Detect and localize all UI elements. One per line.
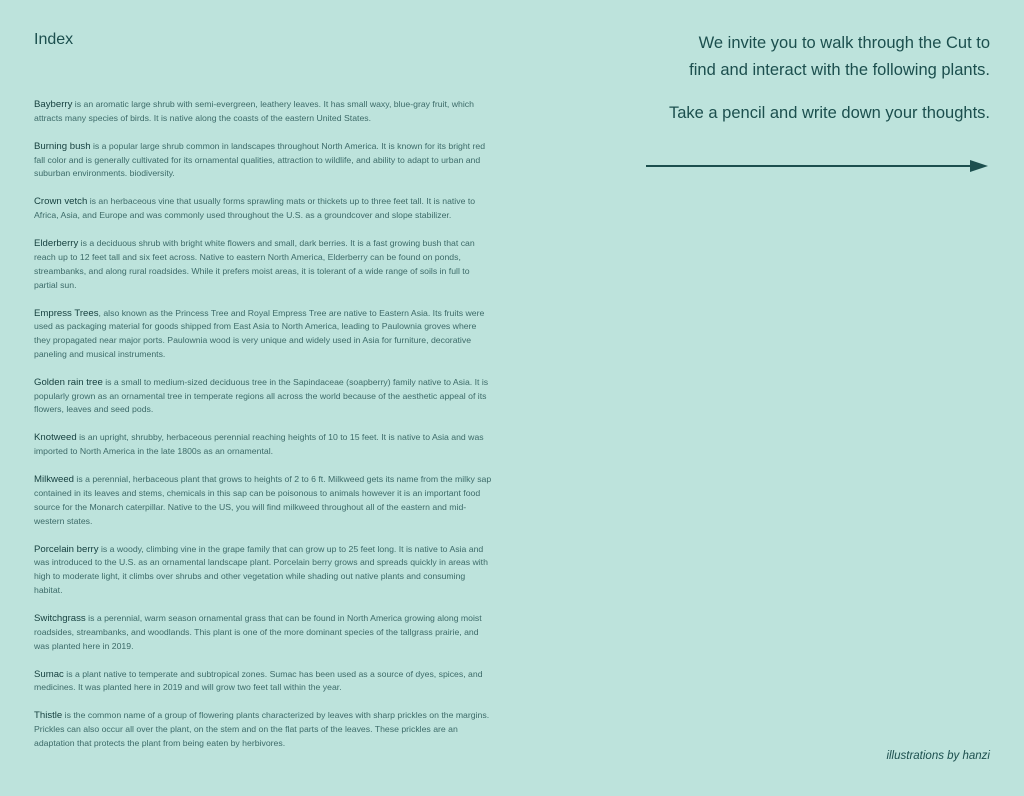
entry-crown-vetch xyxy=(34,195,492,223)
invite-line-3: Take a pencil and write down your thoughts. xyxy=(668,104,990,122)
entry-term: Burning bush xyxy=(34,140,91,152)
entry-text: is a perennial, warm season ornamental grass that can be found in North America growing along moist roadsides, streambanks, and woodlands. This plant is one of the more dominant species of the tallgrass prairie, and was planted here in 2019. xyxy=(34,613,482,651)
entry-switchgrass xyxy=(34,612,492,653)
entry-burning-bush xyxy=(34,140,492,181)
invite-line-1: We invite you to walk through the Cut to xyxy=(698,34,990,52)
entry-term: Porcelain berry xyxy=(34,543,99,555)
illustration-credit: illustrations by hanzi xyxy=(886,750,990,762)
entry-text: is a small to medium-sized deciduous tree in the Sapindaceae (soapberry) family native to Asia. It is popularly grown as an ornamental tree in temperate regions all across the world because of the aesthetic appeal of its flowers, leaves and seed pods. xyxy=(34,376,489,415)
entry-porcelain-berry xyxy=(34,543,492,598)
index-entries xyxy=(34,98,492,765)
entry-text: is an upright, shrubby, herbaceous perennial reaching heights of 10 to 15 feet. It is native to Asia and was imported to North America in the late 1800s as an ornamental. xyxy=(34,432,484,457)
entry-term: Crown vetch xyxy=(34,196,88,208)
entry-term: Milkweed xyxy=(34,474,74,486)
entry-term: Switchgrass xyxy=(34,613,86,624)
right-arrow-icon xyxy=(646,158,990,174)
entry-golden-rain-tree xyxy=(34,376,492,417)
entry-term: Sumac xyxy=(34,668,64,680)
entry-elderberry xyxy=(34,237,492,292)
entry-text: is a plant native to temperate and subtropical zones. Sumac has been used as a source of dyes, spices, and medicines. It was planted here in 2019 and will grow two feet tall within the year. xyxy=(34,668,483,693)
invite-message xyxy=(669,30,990,127)
entry-text: is a woody, climbing vine in the grape family that can grow up to 25 feet long. It is native to Asia and was introduced to the U.S. as an ornamental landscape plant. Porcelain berry grows and spreads quickly in areas with high to moderate light, it climbs over shrubs and other vegetation while shading out native plants and consuming habitat. xyxy=(34,543,488,596)
entry-thistle xyxy=(34,709,492,750)
entry-term: Knotweed xyxy=(34,432,77,444)
entry-text: is a perennial, herbaceous plant that grows to heights of 2 to 6 ft. Milkweed gets its name from the milky sap contained in its leaves and stems, chemicals in this sap can be poisonous to animals however it is an important food source for the Monarch caterpillar. Native to the US, you will find milkweed throughout all of the eastern and mid-western states. xyxy=(34,474,492,526)
entry-empress-trees xyxy=(34,307,492,362)
entry-milkweed xyxy=(34,473,492,528)
index-title: Index xyxy=(34,31,74,48)
entry-text: is an aromatic large shrub with semi-evergreen, leathery leaves. It has small waxy, blue-gray fruit, which attracts many species of birds. It is native along the coasts of the eastern United States. xyxy=(34,99,474,123)
entry-knotweed xyxy=(34,431,492,459)
entry-text: is an herbaceous vine that usually forms sprawling mats or thickets up to three feet tall. It is native to Africa, Asia, and Europe and was commonly used throughout the U.S. as a groundcover and slope stabilizer. xyxy=(34,196,476,221)
entry-sumac xyxy=(34,668,492,696)
entry-text: , also known as the Princess Tree and Royal Empress Tree are native to Eastern Asia. Its fruits were used as packaging material for goods shipped from East Asia to North America, leading to Paulownia groves where they propagated near major ports. Paulownia wood is very unique and widely used in Asia for furniture, decorative paneling and musical instruments. xyxy=(34,307,485,359)
invite-line-2: find and interact with the following plants. xyxy=(689,60,990,79)
entry-term: Thistle xyxy=(34,710,63,722)
entry-term: Empress Trees xyxy=(34,307,99,319)
entry-term: Bayberry xyxy=(34,99,73,110)
entry-text: is a deciduous shrub with bright white flowers and small, dark berries. It is a fast growing bush that can reach up to 12 feet tall and six feet across. Native to eastern North America, Elderberry can be found on ponds, streambanks, and along rural roadsides. While it prefers moist areas, it is tolerant of a wide range of soils in full to partial sun. xyxy=(34,238,475,290)
entry-text: is a popular large shrub common in landscapes throughout North America. It is known for its bright red fall color and is generally cultivated for its ornamental qualities, attraction to wildlife, and ability to adapt to urban and suburban environments. biodiversity. xyxy=(34,140,486,179)
entry-bayberry xyxy=(34,98,492,126)
entry-text: is the common name of a group of flowering plants characterized by leaves with sharp prickles on the margins. Prickles can also occur all over the plant, on the stem and on the flat parts of the leaves. These prickles are an adaptation that protects the plant from being eaten by herbivores. xyxy=(34,710,490,748)
entry-term: Golden rain tree xyxy=(34,376,103,388)
entry-term: Elderberry xyxy=(34,238,79,250)
